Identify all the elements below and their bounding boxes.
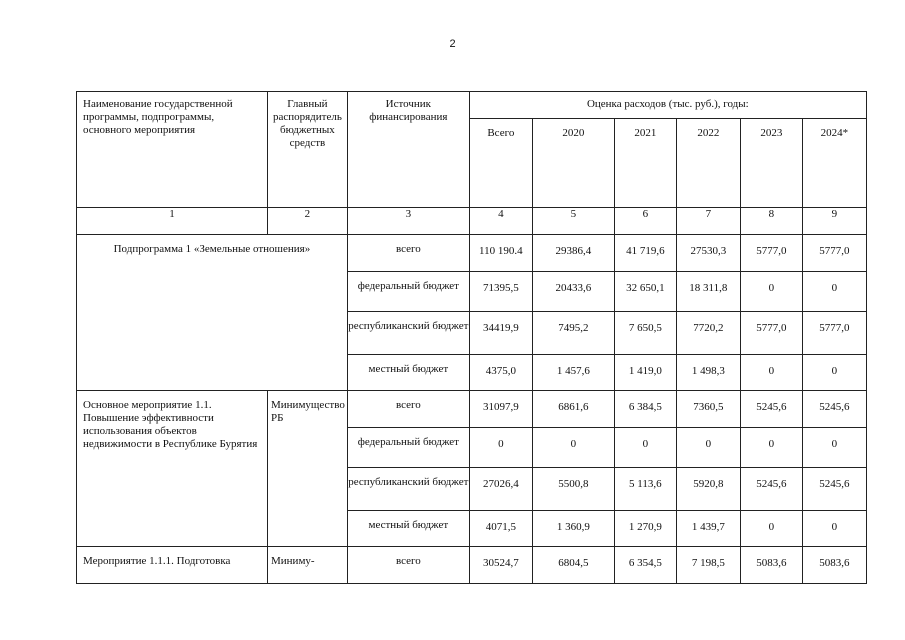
value-cell: 0	[740, 355, 802, 391]
value-cell: 18 311,8	[676, 272, 740, 312]
value-cell: 1 270,9	[614, 511, 676, 547]
header-year: 2024*	[802, 119, 866, 208]
value-cell: 1 419,0	[614, 355, 676, 391]
expenditure-table	[76, 91, 867, 584]
value-cell: 7495,2	[532, 312, 614, 355]
value-cell: 0	[469, 428, 532, 468]
value-cell: 0	[802, 355, 866, 391]
funding-source: федеральный бюджет	[347, 272, 469, 312]
budget-manager: Минимущество РБ	[268, 391, 348, 547]
value-cell: 5 113,6	[614, 468, 676, 511]
value-cell: 7360,5	[676, 391, 740, 428]
value-cell: 5777,0	[802, 235, 866, 272]
funding-source: республиканский бюджет	[347, 468, 469, 511]
funding-source: всего	[347, 391, 469, 428]
value-cell: 5245,6	[802, 391, 866, 428]
value-cell: 5083,6	[740, 547, 802, 584]
value-cell: 5777,0	[802, 312, 866, 355]
value-cell: 27026,4	[469, 468, 532, 511]
value-cell: 0	[802, 428, 866, 468]
value-cell: 0	[614, 428, 676, 468]
value-cell: 1 439,7	[676, 511, 740, 547]
column-number: 8	[740, 208, 802, 235]
value-cell: 0	[740, 428, 802, 468]
value-cell: 1 360,9	[532, 511, 614, 547]
value-cell: 0	[676, 428, 740, 468]
value-cell: 4375,0	[469, 355, 532, 391]
funding-source: местный бюджет	[347, 511, 469, 547]
column-number: 4	[469, 208, 532, 235]
funding-source: федеральный бюджет	[347, 428, 469, 468]
column-number: 9	[802, 208, 866, 235]
header-year: 2021	[614, 119, 676, 208]
budget-manager: Миниму-	[268, 547, 348, 584]
value-cell: 6 384,5	[614, 391, 676, 428]
column-number: 7	[676, 208, 740, 235]
funding-source: местный бюджет	[347, 355, 469, 391]
value-cell: 5245,6	[740, 468, 802, 511]
header-year: 2022	[676, 119, 740, 208]
table-row	[77, 391, 867, 428]
value-cell: 31097,9	[469, 391, 532, 428]
value-cell: 6804,5	[532, 547, 614, 584]
value-cell: 6 354,5	[614, 547, 676, 584]
value-cell: 6861,6	[532, 391, 614, 428]
table-row	[77, 235, 867, 272]
activity-title: Мероприятие 1.1.1. Подготовка	[77, 547, 268, 584]
funding-source: всего	[347, 547, 469, 584]
value-cell: 5083,6	[802, 547, 866, 584]
value-cell: 0	[740, 272, 802, 312]
value-cell: 29386,4	[532, 235, 614, 272]
value-cell: 5777,0	[740, 235, 802, 272]
column-number: 1	[77, 208, 268, 235]
value-cell: 5245,6	[802, 468, 866, 511]
value-cell: 0	[802, 272, 866, 312]
value-cell: 0	[532, 428, 614, 468]
activity-title: Основное мероприятие 1.1. Повышение эффективности использования объектов недвижимости в Республике Бурятия	[77, 391, 268, 547]
value-cell: 7 198,5	[676, 547, 740, 584]
header-name: Наименование государственной программы, подпрограммы, основного мероприятия	[77, 92, 268, 208]
value-cell: 0	[802, 511, 866, 547]
value-cell: 32 650,1	[614, 272, 676, 312]
value-cell: 30524,7	[469, 547, 532, 584]
value-cell: 34419,9	[469, 312, 532, 355]
column-number: 2	[268, 208, 348, 235]
value-cell: 7 650,5	[614, 312, 676, 355]
page-number: 2	[449, 38, 456, 50]
value-cell: 0	[740, 511, 802, 547]
value-cell: 7720,2	[676, 312, 740, 355]
subprogram-title: Подпрограмма 1 «Земельные отношения»	[77, 235, 348, 391]
value-cell: 41 719,6	[614, 235, 676, 272]
column-numbers-row	[77, 208, 867, 235]
column-number: 6	[614, 208, 676, 235]
value-cell: 1 498,3	[676, 355, 740, 391]
table-row	[77, 547, 867, 584]
value-cell: 5920,8	[676, 468, 740, 511]
value-cell: 110 190.4	[469, 235, 532, 272]
header-estimate: Оценка расходов (тыс. руб.), годы:	[469, 92, 866, 119]
funding-source: всего	[347, 235, 469, 272]
header-year: 2023	[740, 119, 802, 208]
column-number: 5	[532, 208, 614, 235]
value-cell: 27530,3	[676, 235, 740, 272]
value-cell: 5777,0	[740, 312, 802, 355]
value-cell: 4071,5	[469, 511, 532, 547]
header-year: 2020	[532, 119, 614, 208]
header-source: Источник финансирования	[347, 92, 469, 208]
value-cell: 20433,6	[532, 272, 614, 312]
funding-source: республиканский бюджет	[347, 312, 469, 355]
header-manager: Главный распорядитель бюджетных средств	[268, 92, 348, 208]
value-cell: 5500,8	[532, 468, 614, 511]
value-cell: 71395,5	[469, 272, 532, 312]
value-cell: 1 457,6	[532, 355, 614, 391]
header-year: Всего	[469, 119, 532, 208]
column-number: 3	[347, 208, 469, 235]
value-cell: 5245,6	[740, 391, 802, 428]
